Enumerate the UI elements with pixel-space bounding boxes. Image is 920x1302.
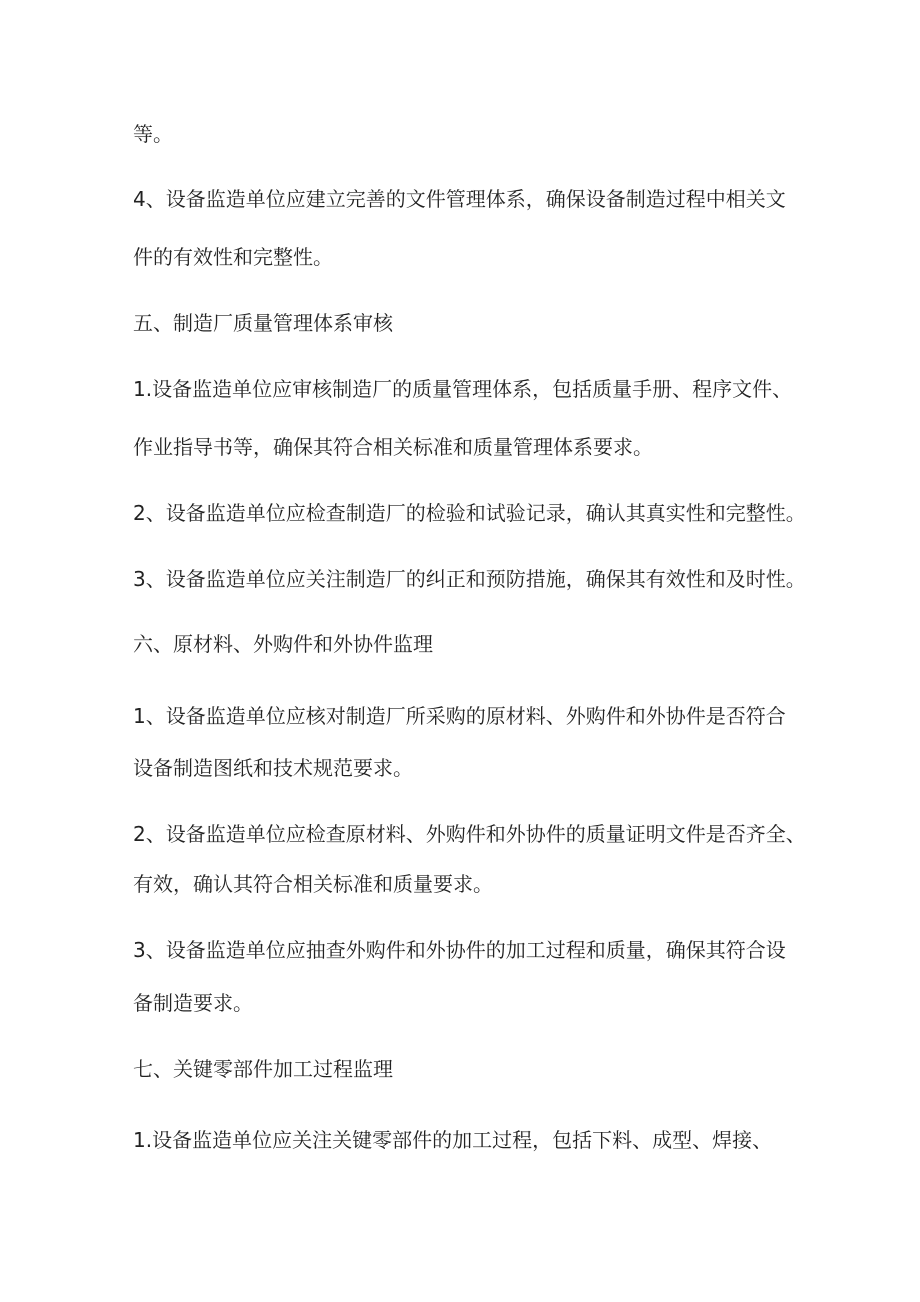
section-heading: 七、关键零部件加工过程监理 <box>133 1057 393 1081</box>
text-line: 作业指导书等，确保其符合相关标准和质量管理体系要求。 <box>133 435 653 459</box>
text-line: 4、设备监造单位应建立完善的文件管理体系，确保设备制造过程中相关文 <box>133 187 786 211</box>
text-line: 1、设备监造单位应核对制造厂所采购的原材料、外购件和外协件是否符合 <box>133 704 786 728</box>
text-line: 件的有效性和完整性。 <box>133 245 333 269</box>
text-line: 设备制造图纸和技术规范要求。 <box>133 756 413 780</box>
text-line: 3、设备监造单位应关注制造厂的纠正和预防措施，确保其有效性和及时性。 <box>133 567 806 591</box>
text-line: 2、设备监造单位应检查制造厂的检验和试验记录，确认其真实性和完整性。 <box>133 501 806 525</box>
text-line: 1.设备监造单位应关注关键零部件的加工过程，包括下料、成型、焊接、 <box>133 1128 773 1152</box>
text-line: 备制造要求。 <box>133 991 253 1015</box>
text-line: 3、设备监造单位应抽查外购件和外协件的加工过程和质量，确保其符合设 <box>133 938 786 962</box>
text-line: 1.设备监造单位应审核制造厂的质量管理体系，包括质量手册、程序文件、 <box>133 377 793 401</box>
section-heading: 五、制造厂质量管理体系审核 <box>133 311 393 335</box>
text-line: 有效，确认其符合相关标准和质量要求。 <box>133 872 493 896</box>
text-line: 等。 <box>133 122 173 146</box>
text-line: 2、设备监造单位应检查原材料、外购件和外协件的质量证明文件是否齐全、 <box>133 822 806 846</box>
section-heading: 六、原材料、外购件和外协件监理 <box>133 632 433 656</box>
